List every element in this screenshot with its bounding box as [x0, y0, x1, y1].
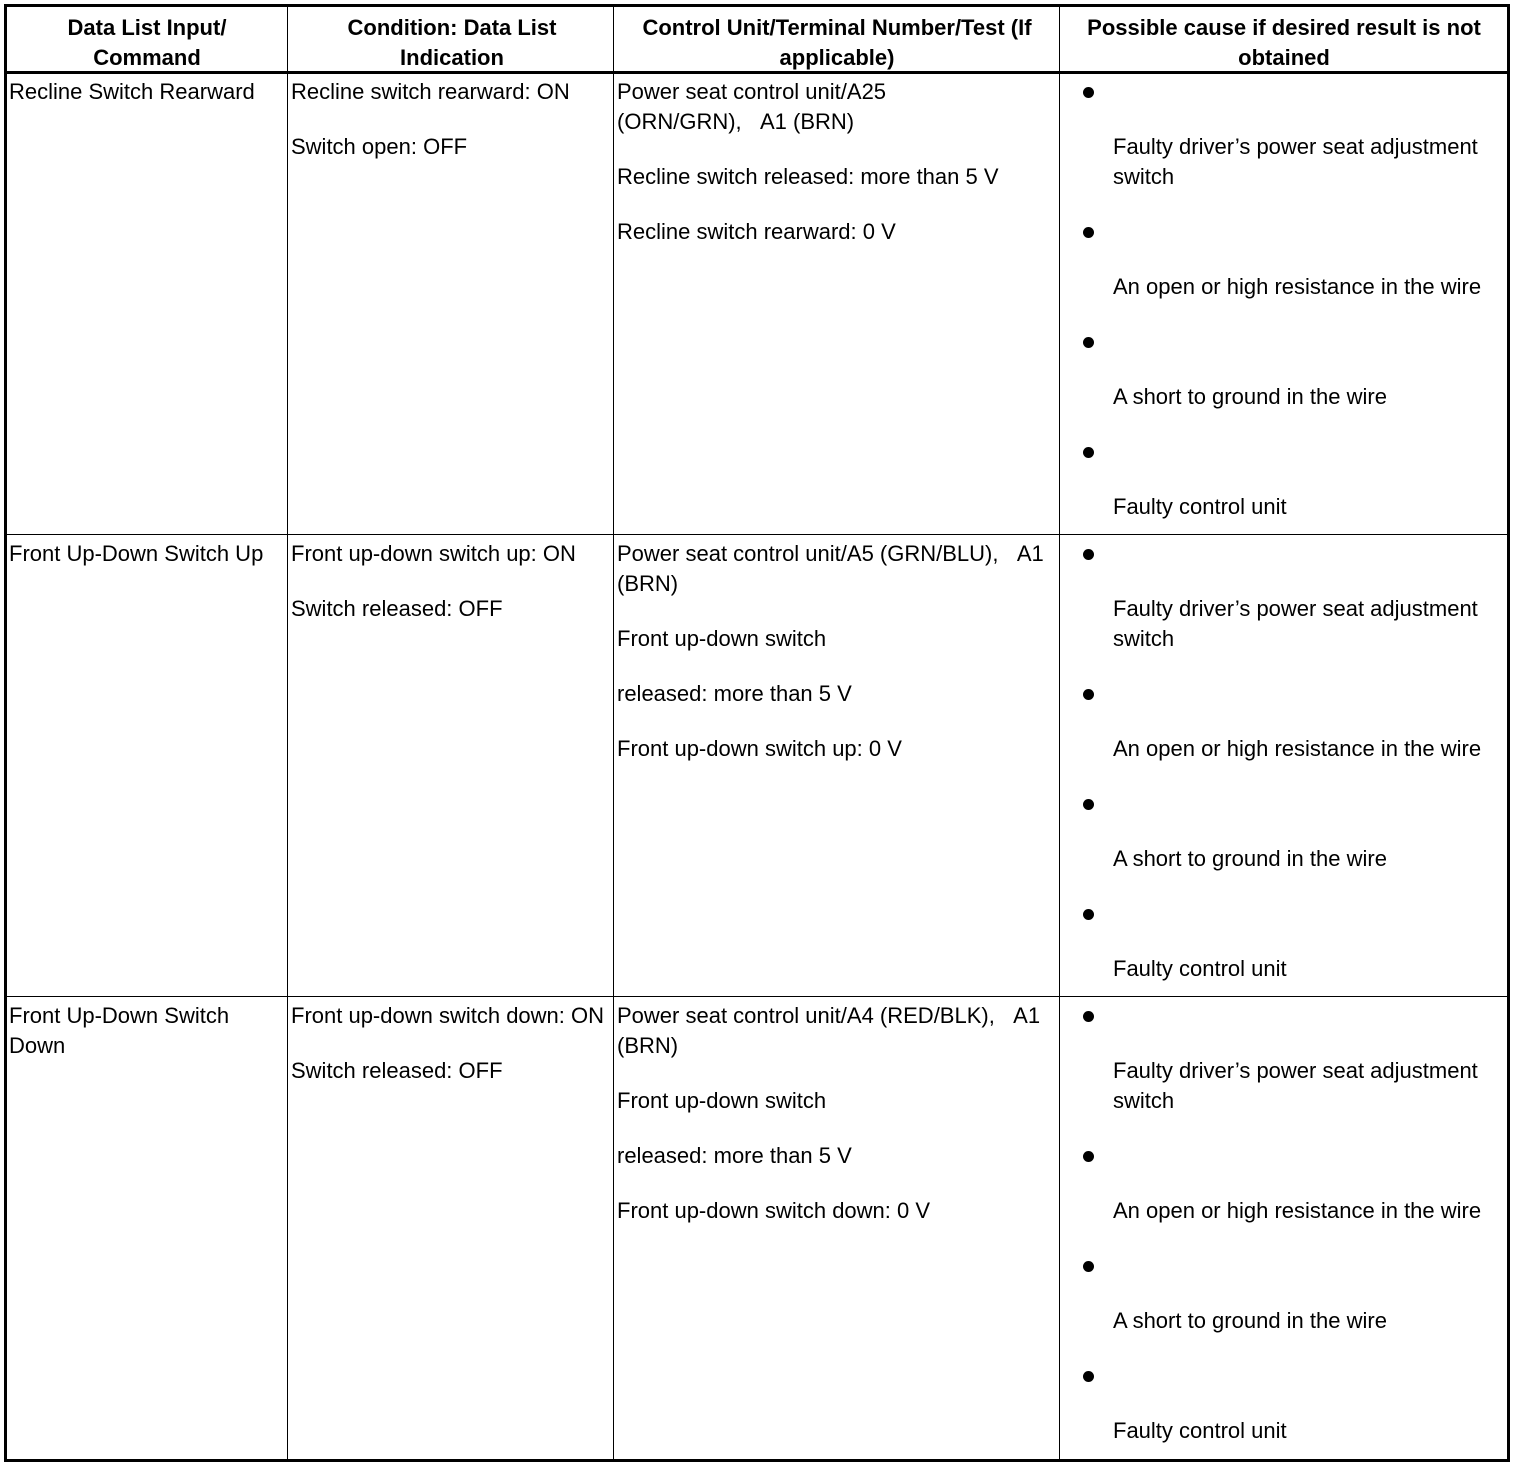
condition-line: Recline switch rearward: ON: [291, 79, 570, 104]
bullet-icon: [1082, 1361, 1094, 1391]
bullet-icon: [1082, 217, 1094, 247]
bullet-icon: [1082, 1001, 1094, 1031]
condition-line: Switch released: OFF: [291, 596, 503, 621]
bullet-icon: [1082, 77, 1094, 107]
column-divider: [613, 7, 614, 1459]
cause-text: An open or high resistance in the wire: [1113, 1198, 1482, 1223]
bullet-icon: [1082, 327, 1094, 357]
cause-item: [1082, 1251, 1502, 1336]
header-control-unit: Control Unit/Terminal Number/Test (If applicable): [642, 15, 1032, 70]
control-line: released: more than 5 V: [617, 681, 852, 706]
cause-item: [1082, 77, 1502, 192]
header-data-list-input: Data List Input/ Command: [67, 15, 227, 70]
row-divider: [7, 534, 1507, 535]
cause-text: Faulty driver’s power seat adjustment switch: [1113, 1058, 1478, 1113]
header-possible-cause: Possible cause if desired result is not obtained: [1087, 15, 1481, 70]
control-line: Recline switch rearward: 0 V: [617, 219, 896, 244]
cause-text: Faulty driver’s power seat adjustment switch: [1113, 596, 1478, 651]
bullet-icon: [1082, 1141, 1094, 1171]
bullet-icon: [1082, 1251, 1094, 1281]
cause-text: Faulty control unit: [1113, 494, 1287, 519]
cause-item: [1082, 899, 1502, 984]
cause-item: [1082, 217, 1502, 302]
cause-item: [1082, 539, 1502, 654]
bullet-icon: [1082, 437, 1094, 467]
row-3-control: [617, 1001, 1055, 1456]
row-1-condition: [291, 77, 611, 532]
cause-item: [1082, 1141, 1502, 1226]
control-line: Power seat control unit/A5 (GRN/BLU), A1 (BRN): [617, 541, 1044, 596]
cause-text: A short to ground in the wire: [1113, 846, 1387, 871]
row-2-condition: [291, 539, 591, 994]
condition-line: Front up-down switch up: ON: [291, 541, 576, 566]
cause-text: Faulty control unit: [1113, 1418, 1287, 1443]
cause-text: A short to ground in the wire: [1113, 384, 1387, 409]
bullet-icon: [1082, 789, 1094, 819]
cause-text: Faulty driver’s power seat adjustment switch: [1113, 134, 1478, 189]
control-line: Power seat control unit/A25 (ORN/GRN), A1 (BRN): [617, 79, 887, 134]
control-line: Front up-down switch: [617, 1088, 827, 1113]
row-1-control: [617, 77, 1055, 532]
row-3-condition: [291, 1001, 611, 1456]
condition-line: Front up-down switch down: ON: [291, 1003, 605, 1028]
bullet-icon: [1082, 679, 1094, 709]
cause-item: [1082, 679, 1502, 764]
row-divider: [7, 996, 1507, 997]
cause-text: Faulty control unit: [1113, 956, 1287, 981]
bullet-icon: [1082, 539, 1094, 569]
control-line: Front up-down switch down: 0 V: [617, 1198, 931, 1223]
cause-item: [1082, 327, 1502, 412]
control-line: Recline switch released: more than 5 V: [617, 164, 999, 189]
condition-line: Switch released: OFF: [291, 1058, 503, 1083]
condition-line: Switch open: OFF: [291, 134, 468, 159]
column-divider: [287, 7, 288, 1459]
row-2-control: [617, 539, 1055, 994]
bullet-icon: [1082, 899, 1094, 929]
cause-text: An open or high resistance in the wire: [1113, 274, 1482, 299]
cause-text: A short to ground in the wire: [1113, 1308, 1387, 1333]
row-3-input: Front Up-Down Switch Down: [9, 1003, 230, 1058]
control-line: Front up-down switch: [617, 626, 827, 651]
cause-text: An open or high resistance in the wire: [1113, 736, 1482, 761]
row-2-input: Front Up-Down Switch Up: [9, 541, 264, 566]
cause-item: [1082, 437, 1502, 522]
control-line: Power seat control unit/A4 (RED/BLK), A1 (BRN): [617, 1003, 1041, 1058]
row-1-input: Recline Switch Rearward: [9, 79, 255, 104]
row-1-causes: [1082, 77, 1502, 532]
column-divider: [1059, 7, 1060, 1459]
cause-item: [1082, 1001, 1502, 1116]
row-3-causes: [1082, 1001, 1502, 1456]
control-line: released: more than 5 V: [617, 1143, 852, 1168]
header-condition: Condition: Data List Indication: [347, 15, 557, 70]
control-line: Front up-down switch up: 0 V: [617, 736, 902, 761]
cause-item: [1082, 1361, 1502, 1446]
row-2-causes: [1082, 539, 1502, 994]
cause-item: [1082, 789, 1502, 874]
troubleshooting-table: [4, 4, 1510, 1462]
